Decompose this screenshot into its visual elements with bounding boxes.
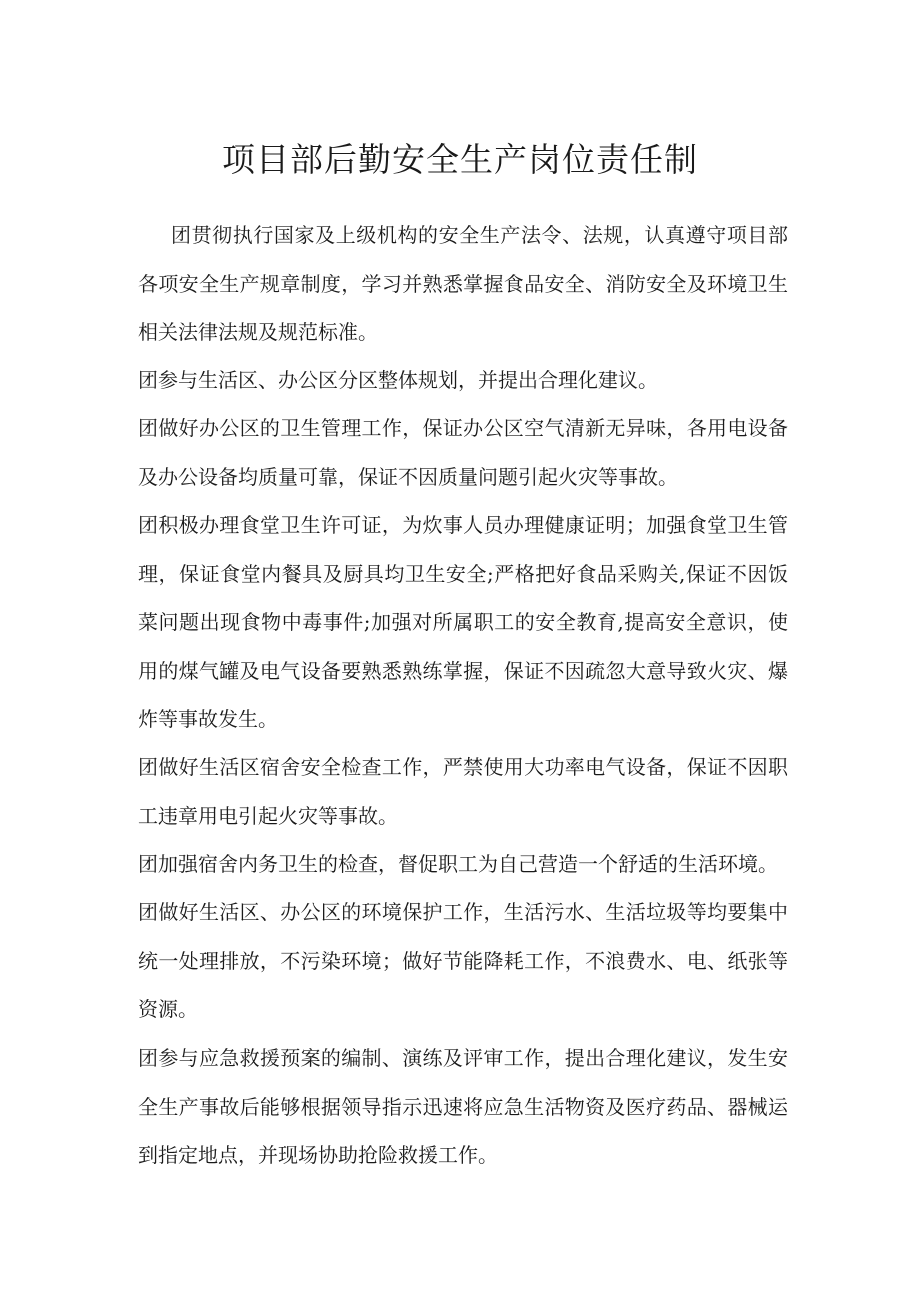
paragraph-office-hygiene: 团做好办公区的卫生管理工作，保证办公区空气清新无异味，各用电设备及办公设备均质量可靠，保证不因质量问题引起火灾等事故。 [138,416,788,489]
paragraph-legal-compliance: 团贯彻执行国家及上级机构的安全生产法令、法规，认真遵守项目部各项安全生产规章制度，学习并熟悉掌握食品安全、消防安全及环境卫生相关法律法规及规范标准。 [138,223,788,344]
paragraph-dormitory-inspection: 团做好生活区宿舍安全检查工作，严禁使用大功率电气设备，保证不因职工违章用电引起火灾等事故。 [138,755,788,828]
page-title: 项目部后勤安全生产岗位责任制 [222,140,698,179]
paragraph-emergency-rescue: 团参与应急救援预案的编制、演练及评审工作，提出合理化建议，发生安全生产事故后能够根据领导指示迅速将应急生活物资及医疗药品、器械运到指定地点，并现场协助抢险救援工作。 [138,1046,788,1167]
paragraph-environmental-protection: 团做好生活区、办公区的环境保护工作，生活污水、生活垃圾等均要集中统一处理排放，不污染环境；做好节能降耗工作，不浪费水、电、纸张等资源。 [138,900,788,1021]
paragraph-zone-planning: 团参与生活区、办公区分区整体规划，并提出合理化建议。 [138,368,658,392]
paragraph-canteen-safety: 团积极办理食堂卫生许可证，为炊事人员办理健康证明；加强食堂卫生管理，保证食堂内餐具及厨具均卫生安全;严格把好食品采购关,保证不因饭菜问题出现食物中毒事件;加强对所属职工的安全教育,提高安全意识，使用的煤气罐及电气设备要熟悉熟练掌握，保证不因疏忽大意导致火灾、爆炸等事故发生。 [138,513,788,731]
paragraph-dormitory-hygiene: 团加强宿舍内务卫生的检查，督促职工为自己营造一个舒适的生活环境。 [138,852,778,876]
